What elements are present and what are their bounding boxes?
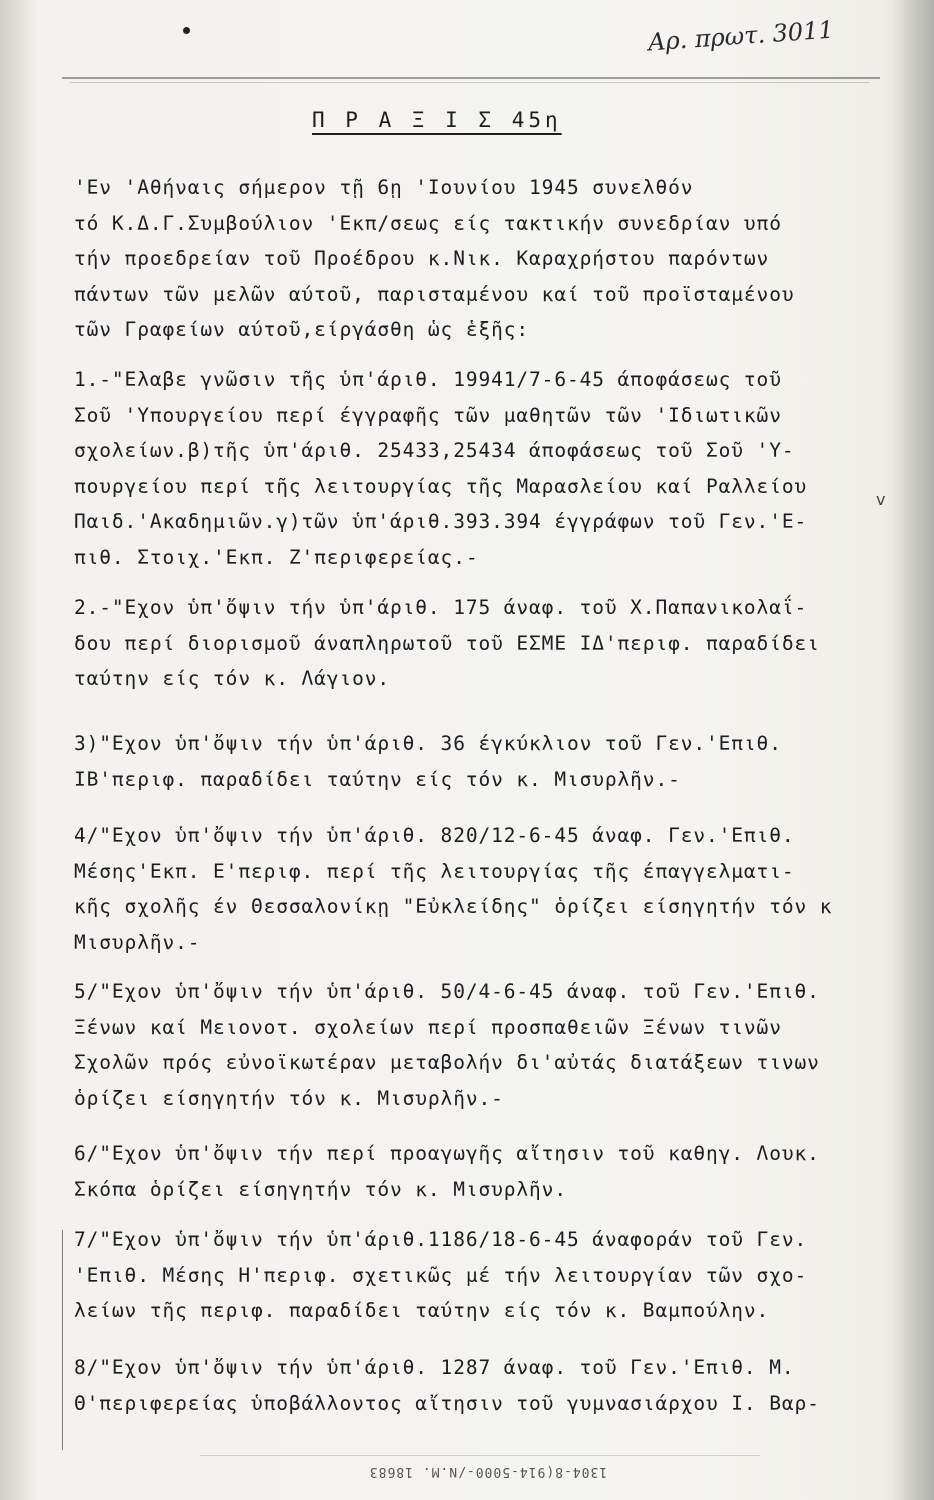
intro-line: τῶν Γραφείων αύτοῦ,είργάσθη ὡς ἑξῆς: [74,318,530,341]
intro-line: 'Εν 'Αθήναις σήμερον τῇ 6ῃ 'Ιουνίου 1945 συνελθόν [74,176,694,199]
top-rule-faint [70,82,870,83]
minute-item-line: 1.-"Ελαβε γνῶσιν τῆς ὑπ'άριθ. 19941/7-6-45 άποφάσεως τοῦ [74,368,782,391]
scan-binding-shadow [892,0,934,1500]
intro-line: τήν προεδρείαν τοῦ Προέδρου κ.Νικ. Καραχρήστου παρόντων [74,247,770,270]
intro-paragraph [74,170,874,348]
minute-item-4 [74,818,874,960]
minute-item-line: δου περί διορισμοῦ άναπληρωτοῦ τοῦ ΕΣΜΕ ΙΔ'περιφ. παραδίδει [74,631,820,655]
minute-item-line: 6/"Εχον ὑπ'ὄψιν τήν περί προαγωγῆς αἴτησιν τοῦ καθηγ. Λουκ. [74,1142,820,1165]
minute-item-line: 8/"Εχον ὑπ'ὄψιν τήν ὑπ'άριθ. 1287 άναφ. τοῦ Γεν.'Επιθ. Μ. [74,1356,795,1379]
document-title: Π Ρ Α Ξ Ι Σ 45η [312,108,562,132]
minute-item-line: πιθ. Στοιχ.'Εκπ. Ζ'περιφερείας.- [74,545,479,569]
minute-item-5 [74,974,874,1116]
minute-item-line: λείων τῆς περιφ. παραδίδει ταύτην είς τόν κ. Βαμπούλην. [74,1299,770,1322]
minute-item-6 [74,1136,874,1207]
footer-rule [200,1455,760,1456]
minute-item-line: 'Επιθ. Μέσης Η'περιφ. σχετικῶς μέ τήν λειτουργίαν τῶν σχο- [74,1263,808,1287]
margin-ink-line [62,1230,63,1450]
minute-item-line: ὁρίζει είσηγητήν τόν κ. Μισυρλῆν.- [74,1086,504,1110]
intro-line: πάντων τῶν μελῶν αύτοῦ, παρισταμένου καί τοῦ προϊσταμένου [74,282,795,306]
ink-dot [183,27,190,34]
minute-item-1 [74,362,874,575]
minute-item-line: Σκόπα ὁρίζει είσηγητήν τόν κ. Μισυρλῆν. [74,1177,567,1201]
minute-item-line: Ξένων καί Μειονοτ. σχολείων περί προσπαθειῶν Ξένων τινῶν [74,1015,782,1039]
minute-item-line: Σοῦ 'Υπουργείου περί έγγραφῆς τῶν μαθητῶν τῶν 'Ιδιωτικῶν [74,403,782,427]
printer-mark: 1304-8(914-5000-/Ν.Μ. 18683 [368,1464,608,1479]
handwritten-reference-note: Αρ. πρωτ. 3011 [647,15,835,57]
minute-item-line: 5/"Εχον ὑπ'ὄψιν τήν ὑπ'άριθ. 50/4-6-45 άναφ. τοῦ Γεν.'Επιθ. [74,980,820,1003]
minute-item-line: Μέσης'Εκπ. Ε'περιφ. περί τῆς λειτουργίας τῆς έπαγγελματι- [74,859,795,883]
minute-item-line: 7/"Εχον ὑπ'ὄψιν τήν ὑπ'άριθ.1186/18-6-45 άναφοράν τοῦ Γεν. [74,1228,808,1251]
scan-left-edge [0,0,38,1500]
margin-check-mark: v [876,490,886,509]
minute-item-line: Μισυρλῆν.- [74,930,201,954]
top-rule [62,77,880,79]
minute-item-line: πουργείου περί τῆς λειτουργίας τῆς Μαρασλείου καί Ραλλείου [74,474,808,498]
minute-item-line: ταύτην είς τόν κ. Λάγιον. [74,667,390,690]
minute-item-line: κῆς σχολῆς έν Θεσσαλονίκῃ "Εὐκλείδης" ὁρίζει είσηγητήν τόν κ [74,895,833,918]
minute-item-line: σχολείων.β)τῆς ὑπ'άριθ. 25433,25434 άποφάσεως τοῦ Σοῦ 'Υ- [74,439,795,462]
minute-item-line: Θ'περιφερείας ὑποβάλλοντος αἴτησιν τοῦ γυμνασιάρχου Ι. Βαρ- [74,1391,820,1415]
minute-item-line: Παιδ.'Ακαδημιῶν.γ)τῶν ὑπ'άριθ.393.394 έγγράφων τοῦ Γεν.'Ε- [74,510,808,533]
minute-item-line: ΙΒ'περιφ. παραδίδει ταύτην είς τόν κ. Μισυρλῆν.- [74,767,681,791]
minute-item-line: 3)"Εχον ὑπ'ὄψιν τήν ὑπ'άριθ. 36 έγκύκλιον τοῦ Γεν.'Επιθ. [74,732,782,755]
minute-item-line: Σχολῶν πρός εὐνοϊκωτέραν μεταβολήν δι'αὐτάς διατάξεων τινων [74,1051,820,1074]
intro-line: τό Κ.Δ.Γ.Συμβούλιον 'Εκπ/σεως είς τακτικήν συνεδρίαν υπό [74,211,782,235]
minute-item-line: 2.-"Εχον ὑπ'ὄψιν τήν ὑπ'άριθ. 175 άναφ. τοῦ Χ.Παπανικολαΐ- [74,596,808,619]
minute-item-7 [74,1222,874,1329]
minute-item-2 [74,590,874,697]
minute-item-8 [74,1350,874,1421]
minute-item-3 [74,726,874,797]
minute-item-line: 4/"Εχον ὑπ'ὄψιν τήν ὑπ'άριθ. 820/12-6-45 άναφ. Γεν.'Επιθ. [74,824,795,847]
